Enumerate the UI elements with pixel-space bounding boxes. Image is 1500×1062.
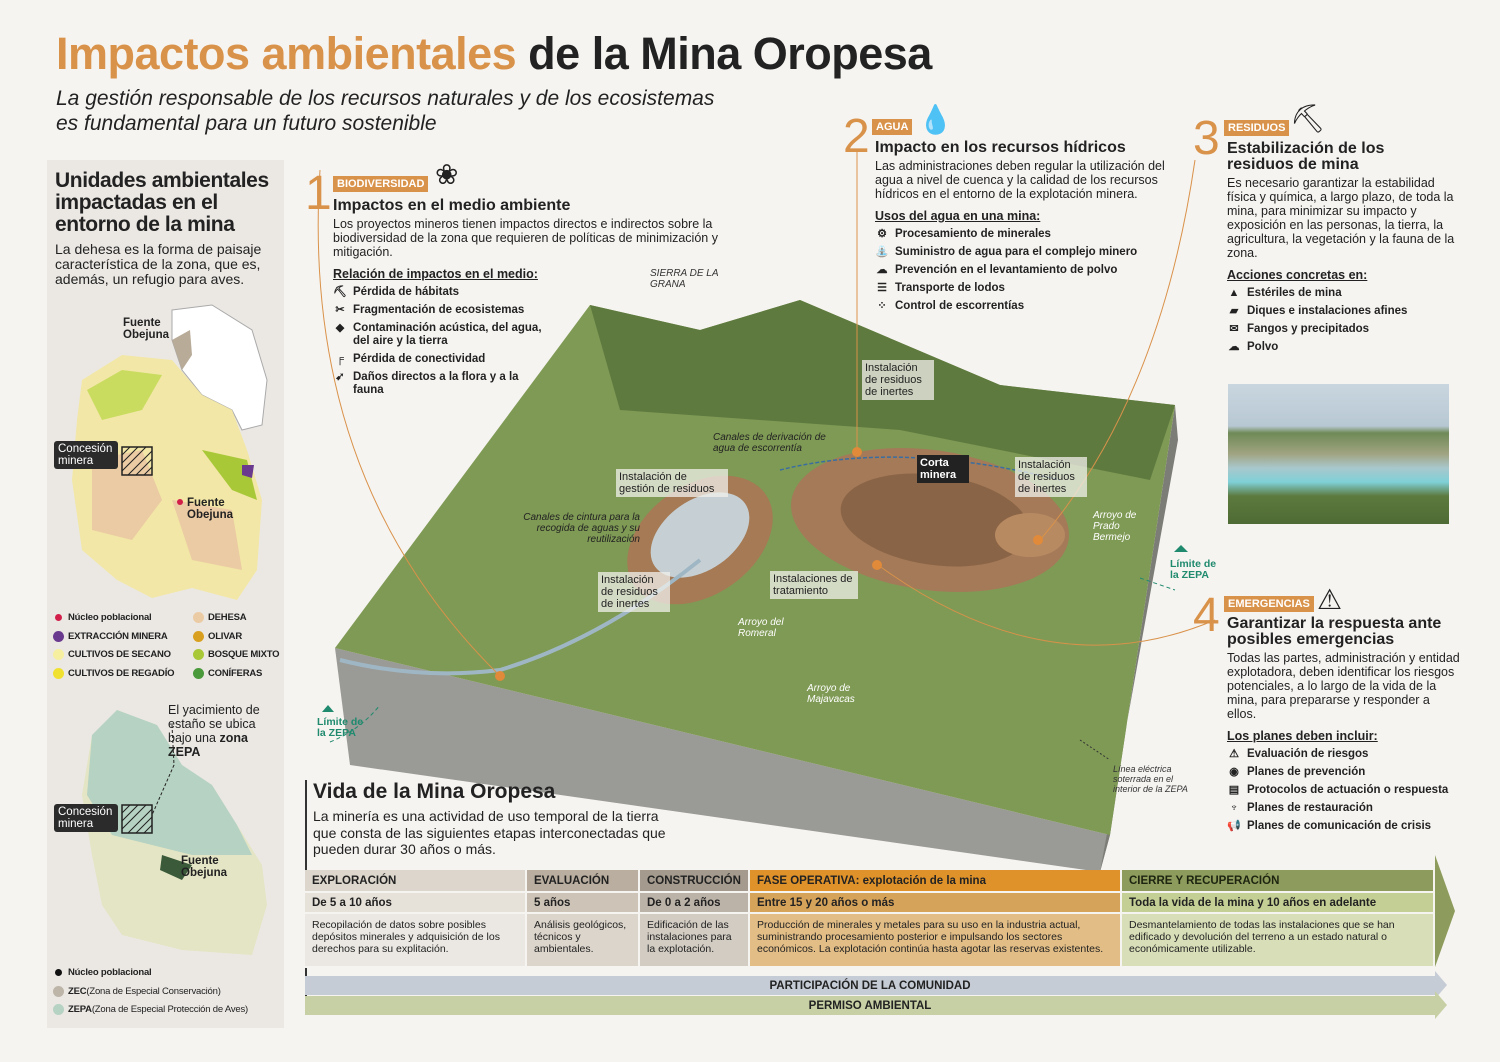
animal-icon: ➹	[335, 371, 345, 383]
legend-label: ZEC	[68, 985, 87, 997]
stage-description: Recopilación de datos sobre posibles depósitos minerales y adquisición de los derechos para su explitación.	[305, 914, 527, 968]
panel-text: La dehesa es la forma de paisaje característica de la zona, que es, además, un refugio para aves.	[55, 241, 262, 287]
dust-icon: ☁	[876, 264, 888, 276]
section-tag: RESIDUOS	[1224, 120, 1289, 136]
stage-description: Análisis geológicos, técnicos y ambientales.	[527, 914, 640, 968]
section-heading: Impactos en el medio ambiente	[333, 197, 571, 214]
stage-description: Producción de minerales y metales para su uso en la industria actual, suministrando procesamiento posterior e impulsando los sectores económicos. La explotación continúa hasta agotar las reservas existentes.	[750, 914, 1122, 968]
label-inst-tratamiento: Instalaciones de tratamiento	[770, 571, 858, 599]
biodiversity-icon: ❀	[435, 159, 459, 190]
list-item	[1227, 748, 1487, 761]
legend-label: Núcleo poblacional	[68, 967, 152, 978]
megaphone-icon: 📢	[1227, 820, 1241, 832]
warning-icon: ⚠	[1317, 584, 1343, 615]
timeline-arrowhead	[1435, 855, 1460, 967]
legend-label: CULTIVOS DE REGADÍO	[68, 667, 175, 679]
section-number: 4	[1193, 589, 1220, 642]
label-arroyo-majavacas: Arroyo de Majavacas	[807, 683, 855, 705]
section-number: 1	[305, 167, 332, 220]
section-heading: Estabilización de los residuos de mina	[1227, 140, 1385, 173]
label-arroyo-prado: Arroyo de Prado Bermejo	[1093, 510, 1137, 543]
list-item-label: Pérdida de conectividad	[353, 353, 486, 365]
legend-label: DEHESA	[208, 612, 247, 623]
list-item-label: Pérdida de hábitats	[353, 286, 460, 298]
risk-icon: ⚠	[1229, 748, 1239, 760]
dam-icon: ▰	[1229, 305, 1239, 317]
section-tag: BIODIVERSIDAD	[333, 176, 428, 192]
subtitle-line1: La gestión responsable de los recursos naturales y de los ecosistemas	[56, 87, 715, 110]
zepa-note-bold2: ZEPA	[168, 745, 201, 759]
label-inst-inertes-right: Instalación de residuos de inertes	[1015, 457, 1087, 497]
legend-desc: (Zona de Especial Protección de Aves)	[91, 1004, 248, 1015]
map-label-concesion: Concesión minera	[54, 441, 118, 469]
wheelbarrow-icon: ⛏	[1290, 103, 1326, 134]
stage-description: Desmantelamiento de todas las instalaciones que se han edificado y devolución del terreno a un estado natural o económicamente utilizable.	[1122, 914, 1435, 968]
stage-name: CONSTRUCCIÓN	[640, 870, 750, 893]
list-item-label: Procesamiento de minerales	[895, 228, 1051, 240]
zepa-note-bold1: zona	[219, 731, 248, 745]
list-item-label: Evaluación de riesgos	[1247, 748, 1369, 760]
section-body	[1227, 616, 1462, 833]
list-item	[1227, 820, 1487, 833]
section-heading: Garantizar la respuesta ante posibles emergencias	[1227, 615, 1442, 648]
section-list-title: Acciones concretas en:	[1227, 268, 1368, 282]
section-tag: EMERGENCIAS	[1224, 596, 1314, 612]
stage-name: FASE OPERATIVA: explotación de la mina	[750, 870, 1122, 893]
stage-duration: Toda la vida de la mina y 10 años en adelante	[1122, 893, 1435, 914]
section-number: 3	[1193, 112, 1220, 165]
list-item	[875, 300, 1175, 313]
legend-label: CONÍFERAS	[208, 667, 263, 679]
list-item	[1227, 766, 1487, 779]
section-body	[875, 140, 1165, 313]
sludge-icon: ✉	[1229, 323, 1239, 335]
bar-permiso: PERMISO AMBIENTAL	[305, 996, 1435, 1015]
section-body	[333, 198, 743, 397]
scissors-icon: ✂	[335, 304, 345, 316]
stage-name: EXPLORACIÓN	[305, 870, 527, 893]
list-item	[1227, 323, 1455, 336]
label-sierra: SIERRA DE LA GRANA	[650, 268, 719, 290]
label-limite-zepa-left: Límite de la ZEPA	[317, 716, 364, 739]
list-item	[333, 304, 548, 317]
label-arroyo-romeral: Arroyo del Romeral	[738, 617, 784, 639]
list-item-label: Prevención en el levantamiento de polvo	[895, 264, 1118, 276]
list-item-label: Planes de restauración	[1247, 802, 1373, 814]
bar2-arrow	[1435, 991, 1450, 1019]
legend-label: BOSQUE MIXTO	[208, 649, 280, 660]
list-item	[333, 322, 548, 348]
section-list-title: Relación de impactos en el medio:	[333, 267, 538, 281]
map2-label-town: Fuente Obejuna	[181, 855, 228, 879]
legend-label: OLIVAR	[208, 630, 242, 642]
list-item-label: Fragmentación de ecosistemas	[353, 304, 525, 316]
section-text: Todas las partes, administración y entidad explotadora, deben identificar los riesgos potenciales, a lo largo de la vida de la mina, para prepararse y responder a ellos.	[1227, 651, 1460, 721]
section-tag: AGUA	[872, 119, 912, 135]
legend-label: EXTRACCIÓN MINERA	[68, 630, 168, 642]
list-item	[1227, 802, 1487, 815]
list-item-label: Planes de prevención	[1247, 766, 1366, 778]
list-item	[875, 228, 1175, 241]
title-highlight: Impactos ambientales	[56, 28, 517, 79]
legend-label: CULTIVOS DE SECANO	[68, 649, 171, 660]
label-linea-electrica: Línea eléctrica soterrada en el interior de la ZEPA	[1113, 764, 1188, 794]
section-heading: Impacto en los recursos hídricos	[875, 139, 1126, 156]
list-item	[1227, 784, 1487, 797]
section-text: Los proyectos mineros tienen impactos directos e indirectos sobre la biodiversidad de la zona que requieren de políticas de minimización y mitigación.	[333, 217, 718, 259]
label-canales-derivacion: Canales de derivación de agua de escorrentía	[713, 432, 826, 454]
section-text: Las administraciones deben regular la utilización del agua a nivel de cuenca y la calidad de los recursos hídricos en el entorno de la explotación minera.	[875, 159, 1165, 201]
clipboard-icon: ▤	[1228, 784, 1240, 796]
pipe-icon: ☰	[877, 282, 887, 294]
list-item	[875, 264, 1175, 277]
label-inst-gestion: Instalación de gestión de residuos	[616, 469, 728, 497]
list-item-label: Polvo	[1247, 341, 1279, 353]
list-item	[1227, 341, 1455, 354]
section-number: 2	[843, 110, 870, 163]
list-item	[875, 282, 1175, 295]
stage-name: CIERRE Y RECUPERACIÓN	[1122, 870, 1435, 893]
list-item-label: Protocolos de actuación o respuesta	[1247, 784, 1449, 796]
list-item-label: Estériles de mina	[1247, 287, 1342, 299]
list-item-label: Control de escorrentías	[895, 300, 1025, 312]
label-canales-cintura: Canales de cintura para la recogida de aguas y su reutilización	[523, 512, 640, 545]
list-item	[875, 246, 1175, 259]
shovel-icon: ⛏	[333, 286, 347, 298]
label-inst-inertes-left: Instalación de residuos de inertes	[598, 572, 670, 612]
dust-icon: ☁	[1228, 341, 1240, 353]
tailings-photo	[1228, 384, 1449, 524]
stage-duration: 5 años	[527, 893, 640, 914]
map-label-town: Fuente Obejuna	[187, 497, 234, 521]
panel-heading: Unidades ambientales impactadas en el entorno de la mina	[55, 169, 269, 236]
section-list-title: Usos del agua en una mina:	[875, 209, 1041, 223]
legend-label: ZEPA	[68, 1004, 92, 1015]
pile-icon: ▲	[1228, 287, 1240, 299]
list-item	[333, 353, 548, 366]
stage-duration: Entre 15 y 20 años o más	[750, 893, 1122, 914]
map-label-fuente-obejuna: Fuente Obejuna	[123, 317, 170, 341]
legend-desc: (Zona de Especial Conservación)	[86, 985, 221, 997]
list-item-label: Diques e instalaciones afines	[1247, 305, 1408, 317]
map2-label-concesion: Concesión minera	[54, 804, 118, 832]
zepa-note-text: El yacimiento de estaño se ubica bajo una	[168, 703, 260, 745]
stage-name: EVALUACIÓN	[527, 870, 640, 893]
gear-icon: ⚙	[877, 228, 887, 240]
subtitle-line2: es fundamental para un futuro sostenible	[56, 112, 437, 135]
label-limite-zepa-right: Límite de la ZEPA	[1170, 558, 1217, 581]
list-item-label: Daños directos a la flora y a la fauna	[353, 371, 519, 396]
life-heading: Vida de la Mina Oropesa	[313, 780, 556, 803]
stage-description: Edificación de las instalaciones para la explotación.	[640, 914, 750, 968]
faucet-icon: ⛲	[875, 246, 889, 258]
list-item	[333, 286, 548, 299]
label-corta-minera: Corta minera	[917, 455, 969, 483]
stage-duration: De 5 a 10 años	[305, 893, 527, 914]
stage-duration: De 0 a 2 años	[640, 893, 750, 914]
fence-icon: ╒	[336, 353, 344, 365]
section-body	[1227, 141, 1455, 354]
label-inst-inertes-top: Instalación de residuos de inertes	[862, 360, 934, 400]
list-item	[333, 371, 548, 397]
list-item-label: Transporte de lodos	[895, 282, 1005, 294]
water-drop-icon: 💧	[918, 104, 953, 135]
list-item-label: Suministro de agua para el complejo minero	[895, 246, 1138, 258]
title-rest: de la Mina Oropesa	[516, 28, 932, 79]
runoff-icon: ⁘	[877, 300, 887, 312]
list-item-label: Planes de comunicación de crisis	[1247, 820, 1432, 832]
list-item	[1227, 305, 1455, 318]
bar-participacion: PARTICIPACIÓN DE LA COMUNIDAD	[305, 976, 1435, 995]
section-text: Es necesario garantizar la estabilidad física y química, a largo plazo, de toda la mina, para minimizar su impacto y exposición en las personas, la tierra, la agricultura, la vegetación y la fauna de la zona.	[1227, 176, 1455, 260]
life-text: La minería es una actividad de uso temporal de la tierra que consta de las siguientes etapas interconectadas que pueden durar 30 años o más.	[313, 808, 666, 857]
drop-icon: ◆	[335, 322, 345, 334]
list-item-label: Contaminación acústica, del agua, del aire y la tierra	[353, 322, 542, 347]
shield-icon: ◉	[1229, 766, 1239, 778]
list-item-label: Fangos y precipitados	[1247, 323, 1370, 335]
list-item	[1227, 287, 1455, 300]
plant-icon: ♆	[1229, 802, 1239, 814]
section-list-title: Los planes deben incluir:	[1227, 729, 1378, 743]
legend-label: Núcleo poblacional	[68, 612, 152, 623]
